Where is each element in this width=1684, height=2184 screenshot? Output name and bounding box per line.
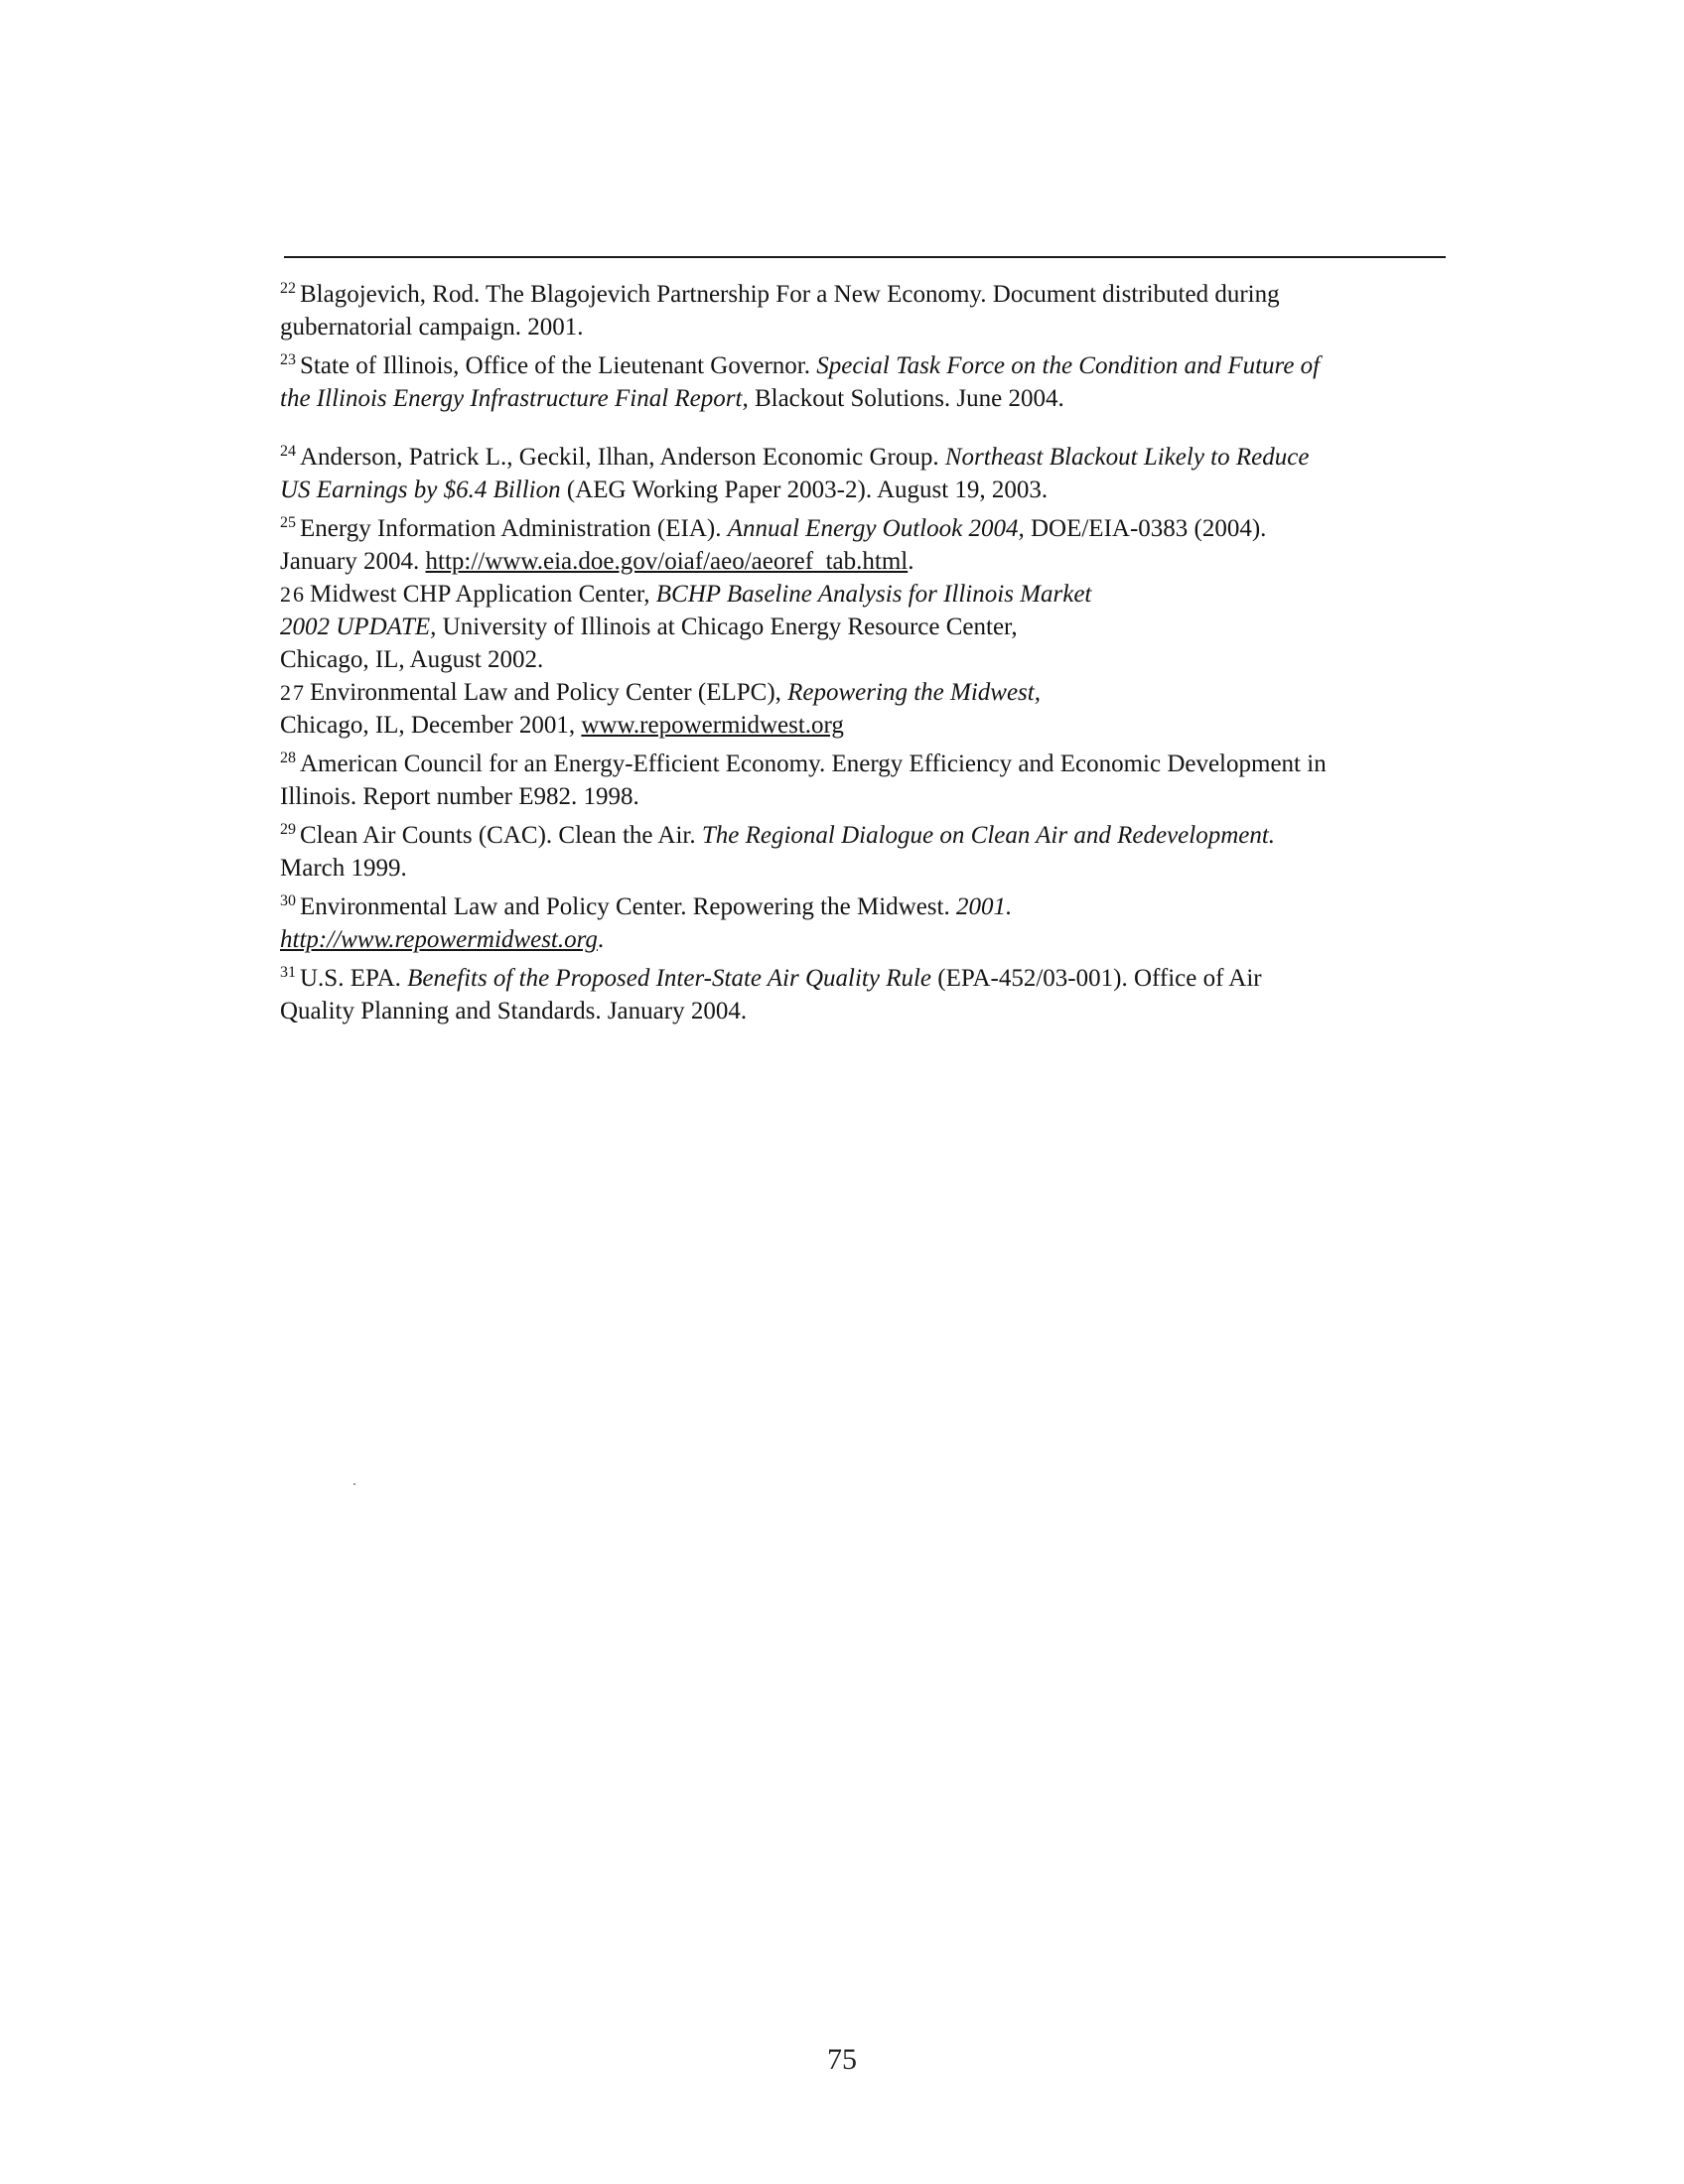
footnote-title-continued: the Illinois Energy Infrastructure Final Report, [280,385,749,412]
footnote-title: Benefits of the Proposed Inter-State Air Quality Rule [407,965,932,992]
footnote-29 [280,813,1452,885]
footnote-link[interactable]: www.repowermidwest.org [581,712,844,739]
footnote-number: 28 [280,750,296,766]
footnote-number: 24 [280,443,296,460]
footnote-text: Clean Air Counts (CAC). Clean the Air. [300,822,702,849]
footnote-link[interactable]: http://www.eia.doe.gov/oiaf/aeo/aeoref_tab.html [425,548,909,575]
footnote-text: Environmental Law and Policy Center (ELPC), [310,679,788,706]
footnote-text: Midwest CHP Application Center, [310,581,656,608]
footnote-text: (EPA-452/03-001). Office of Air [931,965,1262,992]
footnote-text: University of Illinois at Chicago Energy Resource Center, [436,614,1018,640]
footnote-25 [280,506,1452,578]
footnote-number: 26 [280,582,306,607]
footnote-title-continued: US Earnings by $6.4 Billion [280,477,561,503]
footnote-text-continued: March 1999. [280,855,407,882]
footnote-text-continued: gubernatorial campaign. 2001. [280,314,584,341]
footnote-28 [280,742,1452,813]
footnote-text-continued: Chicago, IL, August 2002. [280,646,544,673]
footnote-number: 31 [280,964,296,981]
footnote-number: 30 [280,892,296,909]
footnote-31 [280,956,1452,1027]
footnote-title: BCHP Baseline Analysis for Illinois Market [655,581,1092,608]
footnote-number: 29 [280,821,296,838]
footnote-text: State of Illinois, Office of the Lieutenant Governor. [300,352,817,379]
footnote-text: Blagojevich, Rod. The Blagojevich Partnership For a New Economy. Document distributed during [300,281,1280,308]
footnote-text: Environmental Law and Policy Center. Repowering the Midwest. [300,893,956,920]
footnote-text: DOE/EIA-0383 (2004). [1024,515,1267,542]
footnote-title: The Regional Dialogue on Clean Air and Redevelopment. [701,822,1276,849]
footnote-26 [280,578,1452,676]
footnote-title: 2001. [955,893,1013,920]
footnote-27 [280,676,1452,742]
footnote-link[interactable]: http://www.repowermidwest.org [280,926,598,953]
footnote-title: Northeast Blackout Likely to Reduce [944,444,1310,471]
footnote-text: Blackout Solutions. June 2004. [748,385,1064,412]
footnote-24 [280,435,1452,506]
footnote-text: U.S. EPA. [300,965,408,992]
footnote-number: 23 [280,351,296,368]
footnote-number: 27 [280,680,306,705]
footnote-text: Chicago, IL, December 2001, [280,712,582,739]
footnote-text: Energy Information Administration (EIA). [300,515,728,542]
footnote-title: Repowering the Midwest, [787,679,1041,706]
footnote-title: Special Task Force on the Condition and Future of [816,352,1321,379]
footnote-text-continued: Illinois. Report number E982. 1998. [280,783,639,810]
footnote-number: 25 [280,514,296,531]
footnote-text: American Council for an Energy-Efficient Economy. Energy Efficiency and Economic Development in [300,751,1327,777]
footnote-text: . [597,926,605,953]
footnote-text: (AEG Working Paper 2003-2). August 19, 2003. [560,477,1049,503]
footnote-23 [280,343,1452,415]
footnote-30 [280,885,1452,956]
footnote-title-continued: 2002 UPDATE, [280,614,437,640]
footnote-22 [280,272,1452,343]
scan-speck [353,1483,355,1485]
footnote-text: January 2004. [280,548,426,575]
footnotes-list [280,272,1452,1027]
footnote-text: . [908,548,914,575]
footnote-number: 22 [280,280,296,297]
footnote-separator-rule [284,256,1446,258]
page-number: 75 [827,2043,857,2076]
footnote-text: Anderson, Patrick L., Geckil, Ilhan, Anderson Economic Group. [300,444,945,471]
footnote-title: Annual Energy Outlook 2004, [727,515,1025,542]
footnote-text-continued: Quality Planning and Standards. January 2004. [280,998,748,1024]
